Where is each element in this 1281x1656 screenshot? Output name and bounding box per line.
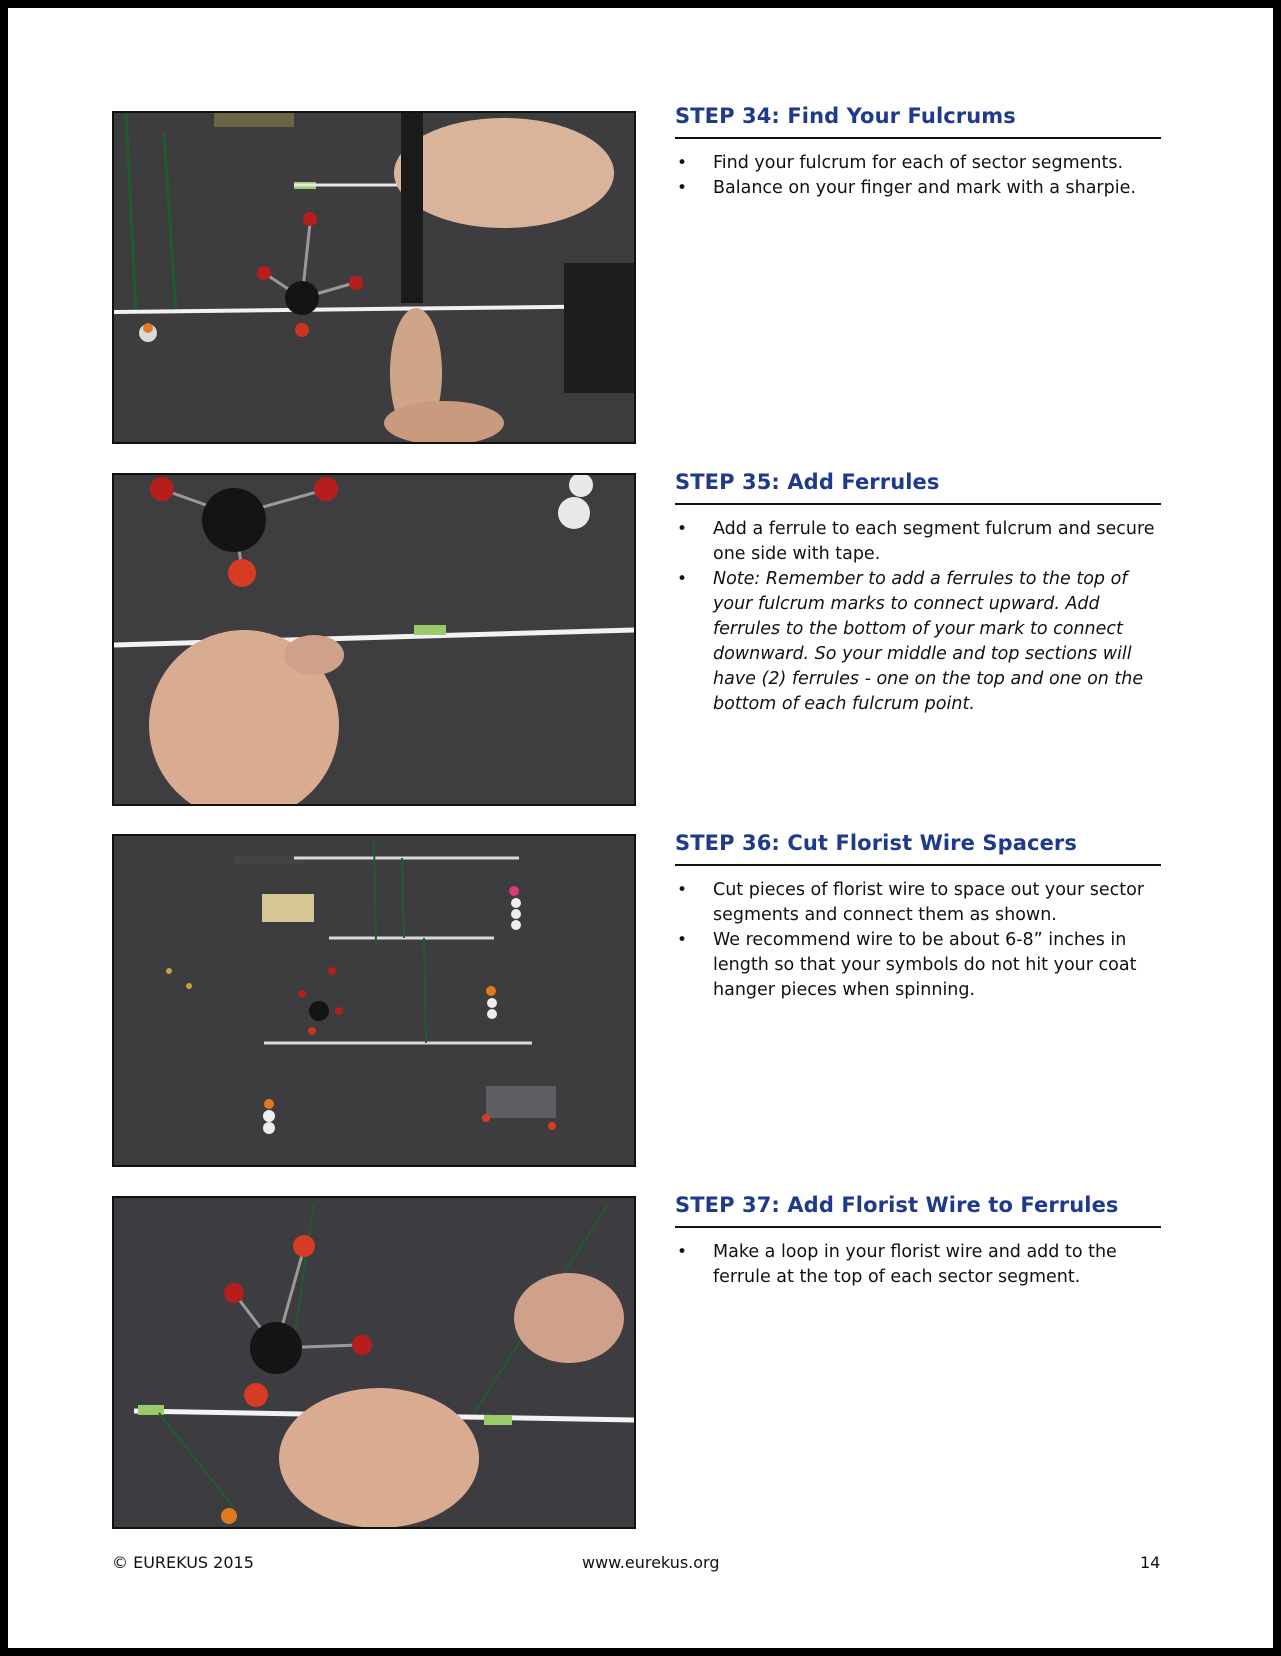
step-34-photo (112, 111, 636, 444)
step-34-bullets (675, 151, 1161, 201)
step-35-title: STEP 35: Add Ferrules (675, 470, 1161, 505)
footer-copyright: © EUREKUS 2015 (112, 1553, 254, 1572)
step-34-bullet-2: • Balance on your finger and mark with a sharpie. (675, 176, 1161, 201)
step-35-note: • Note: Remember to add a ferrules to the top of your fulcrum marks to connect upward. Add ferrules to the bottom of your mark to connect downward. So your middle and top sections will have (2) ferrules - one on the top and one on the bottom of each fulcrum point. (675, 567, 1161, 717)
step-36-bullet-2: • We recommend wire to be about 6-8” inches in length so that your symbols do not hit your coat hanger pieces when spinning. (675, 928, 1161, 1003)
step-35-bullet-1: • Add a ferrule to each segment fulcrum and secure one side with tape. (675, 517, 1161, 567)
step-36-bullet-1: • Cut pieces of florist wire to space out your sector segments and connect them as shown. (675, 878, 1161, 928)
step-35 (675, 470, 1161, 717)
page-number: 14 (1140, 1553, 1161, 1572)
step-34-bullet-1: • Find your fulcrum for each of sector segments. (675, 151, 1161, 176)
step-34 (675, 104, 1161, 201)
step-37-bullet-1: • Make a loop in your florist wire and add to the ferrule at the top of each sector segment. (675, 1240, 1161, 1290)
step-36-title: STEP 36: Cut Florist Wire Spacers (675, 831, 1161, 866)
step-37-photo (112, 1196, 636, 1529)
footer-website[interactable]: www.eurekus.org (582, 1553, 720, 1572)
step-36-photo (112, 834, 636, 1167)
step-37-title: STEP 37: Add Florist Wire to Ferrules (675, 1193, 1161, 1228)
step-36-bullets (675, 878, 1161, 1003)
step-35-photo (112, 473, 636, 806)
step-37-bullets (675, 1240, 1161, 1290)
step-37 (675, 1193, 1161, 1290)
step-34-title: STEP 34: Find Your Fulcrums (675, 104, 1161, 139)
step-35-bullets (675, 517, 1161, 717)
step-36 (675, 831, 1161, 1003)
